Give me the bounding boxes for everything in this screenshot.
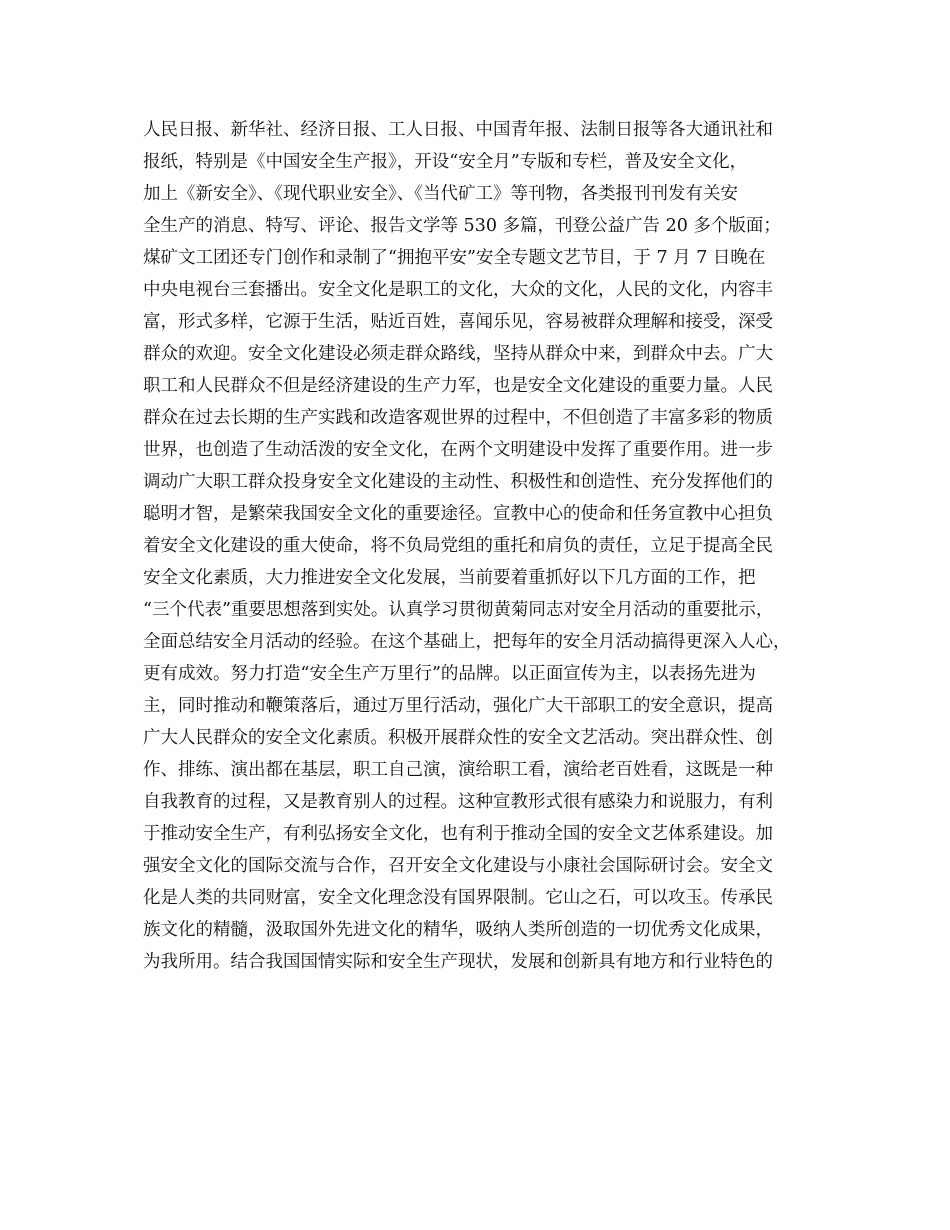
text-line: 更有成效。努力打造“安全生产万里行”的品牌。以正面宣传为主，以表扬先进为	[143, 664, 756, 684]
text-line: 世界，也创造了生动活泼的安全文化，在两个文明建设中发挥了重要作用。进一步	[143, 440, 773, 460]
text-line: 自我教育的过程，又是教育别人的过程。这种宣教形式很有感染力和说服力，有利	[143, 792, 773, 812]
text-line: 中央电视台三套播出。安全文化是职工的文化，大众的文化，人民的文化，内容丰	[143, 280, 773, 300]
text-line: 主，同时推动和鞭策落后，通过万里行活动，强化广大干部职工的安全意识，提高	[143, 696, 773, 716]
text-line: 人民日报、新华社、经济日报、工人日报、中国青年报、法制日报等各大通讯社和	[143, 120, 773, 140]
text-line: 化是人类的共同财富，安全文化理念没有国界限制。它山之石，可以攻玉。传承民	[143, 888, 773, 908]
text-line: 煤矿文工团还专门创作和录制了“拥抱平安”安全专题文艺节目，于 7 月 7 日晚在	[143, 248, 766, 268]
text-line: 全生产的消息、特写、评论、报告文学等 530 多篇，刊登公益广告 20 多个版面；	[143, 216, 781, 236]
text-line: 安全文化素质，大力推进安全文化发展，当前要着重抓好以下几方面的工作，把	[143, 568, 756, 588]
text-line: 全面总结安全月活动的经验。在这个基础上，把每年的安全月活动搞得更深入人心，	[143, 632, 791, 652]
text-line: 强安全文化的国际交流与合作，召开安全文化建设与小康社会国际研讨会。安全文	[143, 856, 773, 876]
text-line: 为我所用。结合我国国情实际和安全生产现状，发展和创新具有地方和行业特色的	[143, 952, 773, 972]
text-line: 族文化的精髓，汲取国外先进文化的精华，吸纳人类所创造的一切优秀文化成果，	[143, 920, 773, 940]
text-line: 群众的欢迎。安全文化建设必须走群众路线，坚持从群众中来，到群众中去。广大	[143, 344, 773, 364]
text-line: 群众在过去长期的生产实践和改造客观世界的过程中，不但创造了丰富多彩的物质	[143, 408, 773, 428]
text-line: 职工和人民群众不但是经济建设的生产力军，也是安全文化建设的重要力量。人民	[143, 376, 773, 396]
body-text	[143, 114, 833, 978]
text-line: 富，形式多样，它源于生活，贴近百姓，喜闻乐见，容易被群众理解和接受，深受	[143, 312, 773, 332]
text-line: 调动广大职工群众投身安全文化建设的主动性、积极性和创造性、充分发挥他们的	[143, 472, 773, 492]
text-line: 着安全文化建设的重大使命，将不负局党组的重托和肩负的责任，立足于提高全民	[143, 536, 773, 556]
text-line: 报纸，特别是《中国安全生产报》，开设“安全月”专版和专栏，普及安全文化，	[143, 152, 748, 172]
text-line: 于推动安全生产，有利弘扬安全文化，也有利于推动全国的安全文艺体系建设。加	[143, 824, 773, 844]
text-line: 聪明才智，是繁荣我国安全文化的重要途径。宣教中心的使命和任务宣教中心担负	[143, 504, 773, 524]
text-line: 作、排练、演出都在基层，职工自己演，演给职工看，演给老百姓看，这既是一种	[143, 760, 773, 780]
text-line: 加上《新安全》、《现代职业安全》、《当代矿工》等刊物，各类报刊刊发有关安	[143, 184, 738, 204]
text-line: 广大人民群众的安全文化素质。积极开展群众性的安全文艺活动。突出群众性、创	[143, 728, 773, 748]
text-line: “三个代表”重要思想落到实处。认真学习贯彻黄菊同志对安全月活动的重要批示，	[143, 600, 774, 620]
